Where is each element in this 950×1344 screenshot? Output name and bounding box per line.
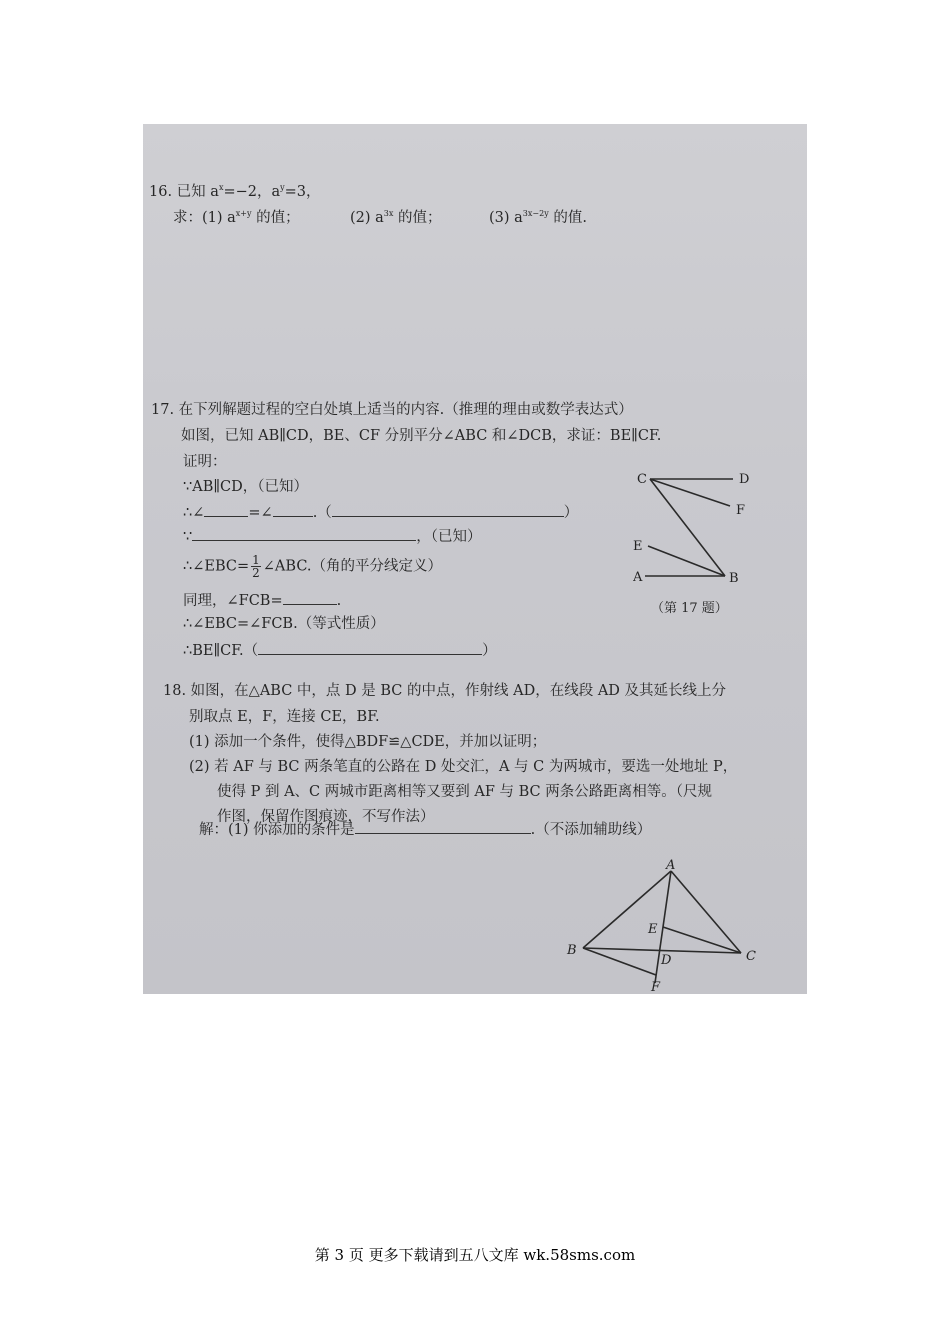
label-a: A <box>666 859 676 873</box>
label-c: C <box>746 949 756 964</box>
q16-line2-part2: (2) $a^{3x}$ 的值； <box>350 209 442 226</box>
q17-figure-caption: （第 17 题） <box>651 601 728 616</box>
label-d: D <box>739 472 750 487</box>
q17-proof-label: 证明： <box>183 454 227 470</box>
label-c: C <box>637 472 647 487</box>
q18-line5: 使得 P 到 A、C 两城市距离相等又要到 AF 与 BC 两条公路距离相等。（尺规 <box>217 784 712 800</box>
q17-title: 17. 在下列解题过程的空白处填上适当的内容.（推理的理由或数学表达式） <box>151 402 633 418</box>
q17-step5: 同理，∠FCB= . <box>183 593 342 609</box>
q18-line6: 作图，保留作图痕迹，不写作法） <box>217 809 435 825</box>
q18-line4: (2) 若 AF 与 BC 两条笔直的公路在 D 处交汇，A 与 C 为两城市，要选一处地址 P， <box>189 759 738 775</box>
q18-line1: 18. 如图，在△ABC 中，点 D 是 BC 的中点，作射线 AD，在线段 AD 及其延长线上分 <box>163 683 727 699</box>
q17-step3: ∵ ，（已知） <box>183 529 482 545</box>
q18-line3: (1) 添加一个条件，使得△BDF≌△CDE，并加以证明； <box>189 734 547 750</box>
segment-ab <box>583 871 671 948</box>
q17-step7: ∴BE∥CF.（ ） <box>183 643 497 659</box>
q17-step1: ∵AB∥CD，（已知） <box>183 479 309 495</box>
q17-step6: ∴∠EBC=∠FCB.（等式性质） <box>183 616 385 632</box>
q18-line2: 别取点 E，F，连接 CE，BF. <box>189 709 380 725</box>
q16-line1: 16. 已知 $a^x=-2$，$a^y=3$， <box>149 183 321 200</box>
label-e: E <box>633 539 643 554</box>
q17-step2: ∴∠ =∠ .（ ） <box>183 505 579 521</box>
label-d: D <box>661 953 672 968</box>
q18-answer-line: 解：(1) 你添加的条件是 .（不添加辅助线） <box>199 822 652 838</box>
fraction-one-half: $\frac{1}{2}$ <box>252 553 260 580</box>
q17-given: 如图，已知 AB∥CD，BE、CF 分别平分∠ABC 和∠DCB，求证：BE∥CF. <box>181 428 662 444</box>
q18-figure <box>553 859 763 994</box>
scanned-exam-photo <box>143 124 807 994</box>
label-f: F <box>651 980 661 994</box>
label-b: B <box>729 571 739 584</box>
segment-cf <box>650 479 730 506</box>
q17-step4: ∴∠EBC= $\frac{1}{2}$ ∠ABC.（角的平分线定义） <box>183 553 443 580</box>
q16-line2-part1: 求：(1) $a^{x+y}$ 的值； <box>173 209 300 226</box>
label-b: B <box>567 943 577 958</box>
label-f: F <box>736 503 746 518</box>
q16-line2-part3: (3) $a^{3x-2y}$ 的值. <box>489 209 587 226</box>
segment-bf <box>583 948 656 975</box>
label-e: E <box>648 922 658 937</box>
q17-figure <box>633 464 763 584</box>
page-footer: 第 3 页 更多下载请到五八文库 wk.58sms.com <box>314 1246 636 1264</box>
label-a: A <box>633 570 643 584</box>
